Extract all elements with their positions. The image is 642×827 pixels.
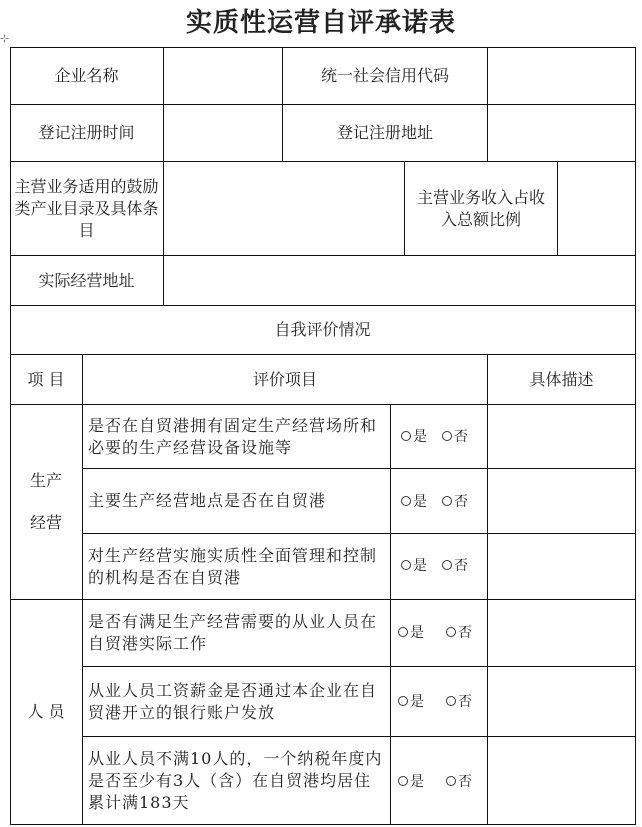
no-option[interactable]: 否 xyxy=(442,491,468,511)
description-input[interactable] xyxy=(488,405,635,468)
actual-address-label: 实际经营地址 xyxy=(38,270,135,290)
radio-icon[interactable] xyxy=(442,560,452,570)
group-label-personnel: 人 员 xyxy=(27,702,65,721)
eval-item-text: 对生产经营实施实质性全面管理和控制的机构是否在自贸港 xyxy=(88,545,378,587)
radio-icon[interactable] xyxy=(401,560,411,570)
page-title: 实质性运营自评承诺表 xyxy=(185,8,456,38)
no-option[interactable]: 否 xyxy=(446,622,472,642)
reg-address-input[interactable] xyxy=(488,105,635,161)
eval-item-text: 是否在自贸港拥有固定生产经营场所和必要的生产经营设备设施等 xyxy=(88,415,378,457)
yes-option[interactable]: 是 xyxy=(398,691,424,711)
radio-icon[interactable] xyxy=(446,776,456,786)
company-name-label: 企业名称 xyxy=(54,66,119,85)
table-border-bottom xyxy=(10,824,636,825)
description-input[interactable] xyxy=(488,737,635,824)
yes-option[interactable]: 是 xyxy=(401,426,427,446)
reg-time-label: 登记注册时间 xyxy=(38,123,135,142)
radio-icon[interactable] xyxy=(398,696,408,706)
radio-icon[interactable] xyxy=(442,431,452,441)
radio-icon[interactable] xyxy=(398,627,408,637)
revenue-ratio-input[interactable] xyxy=(558,162,635,255)
yes-option[interactable]: 是 xyxy=(398,622,424,642)
header-eval-item: 评价项目 xyxy=(252,369,317,389)
table-anchor-icon[interactable]: ⊹ xyxy=(0,32,10,45)
eval-item-text: 从业人员不满10人的，一个纳税年度内是否至少有3人（含）在自贸港均居住累计满183天 xyxy=(88,748,383,812)
group-label-production: 生产 经营 xyxy=(29,471,62,532)
description-input[interactable] xyxy=(488,600,635,666)
radio-icon[interactable] xyxy=(398,776,408,786)
yes-option[interactable]: 是 xyxy=(401,491,427,511)
eval-item-text: 是否有满足生产经营需要的从业人员在自贸港实际工作 xyxy=(88,612,378,653)
col-divider xyxy=(82,354,83,824)
eval-item-text: 主要生产经营地点是否在自贸港 xyxy=(88,491,327,510)
col-divider xyxy=(390,404,391,824)
company-name-input[interactable] xyxy=(164,48,282,104)
credit-code-input[interactable] xyxy=(488,48,635,104)
no-option[interactable]: 否 xyxy=(446,771,472,791)
main-business-input[interactable] xyxy=(164,162,404,255)
section-title: 自我评价情况 xyxy=(274,320,371,339)
col-divider xyxy=(404,161,405,255)
table-border-right xyxy=(635,47,636,825)
description-input[interactable] xyxy=(488,534,635,599)
yes-option[interactable]: 是 xyxy=(398,771,424,791)
yes-option[interactable]: 是 xyxy=(401,555,427,575)
header-item: 项 目 xyxy=(27,369,65,389)
revenue-ratio-label: 主营业务收入占收入总额比例 xyxy=(416,187,545,229)
description-input[interactable] xyxy=(488,469,635,533)
actual-address-input[interactable] xyxy=(164,256,635,305)
reg-time-input[interactable] xyxy=(164,105,282,161)
radio-icon[interactable] xyxy=(446,696,456,706)
no-option[interactable]: 否 xyxy=(446,691,472,711)
main-business-label: 主营业务适用的鼓励类产业目录及具体条目 xyxy=(14,176,159,240)
radio-icon[interactable] xyxy=(401,496,411,506)
radio-icon[interactable] xyxy=(442,496,452,506)
credit-code-label: 统一社会信用代码 xyxy=(320,66,449,85)
eval-item-text: 从业人员工资薪金是否通过本企业在自贸港开立的银行账户发放 xyxy=(88,680,378,722)
header-description: 具体描述 xyxy=(529,369,594,389)
radio-icon[interactable] xyxy=(401,431,411,441)
radio-icon[interactable] xyxy=(446,627,456,637)
no-option[interactable]: 否 xyxy=(442,426,468,446)
no-option[interactable]: 否 xyxy=(442,555,468,575)
reg-address-label: 登记注册地址 xyxy=(336,123,433,142)
description-input[interactable] xyxy=(488,667,635,736)
